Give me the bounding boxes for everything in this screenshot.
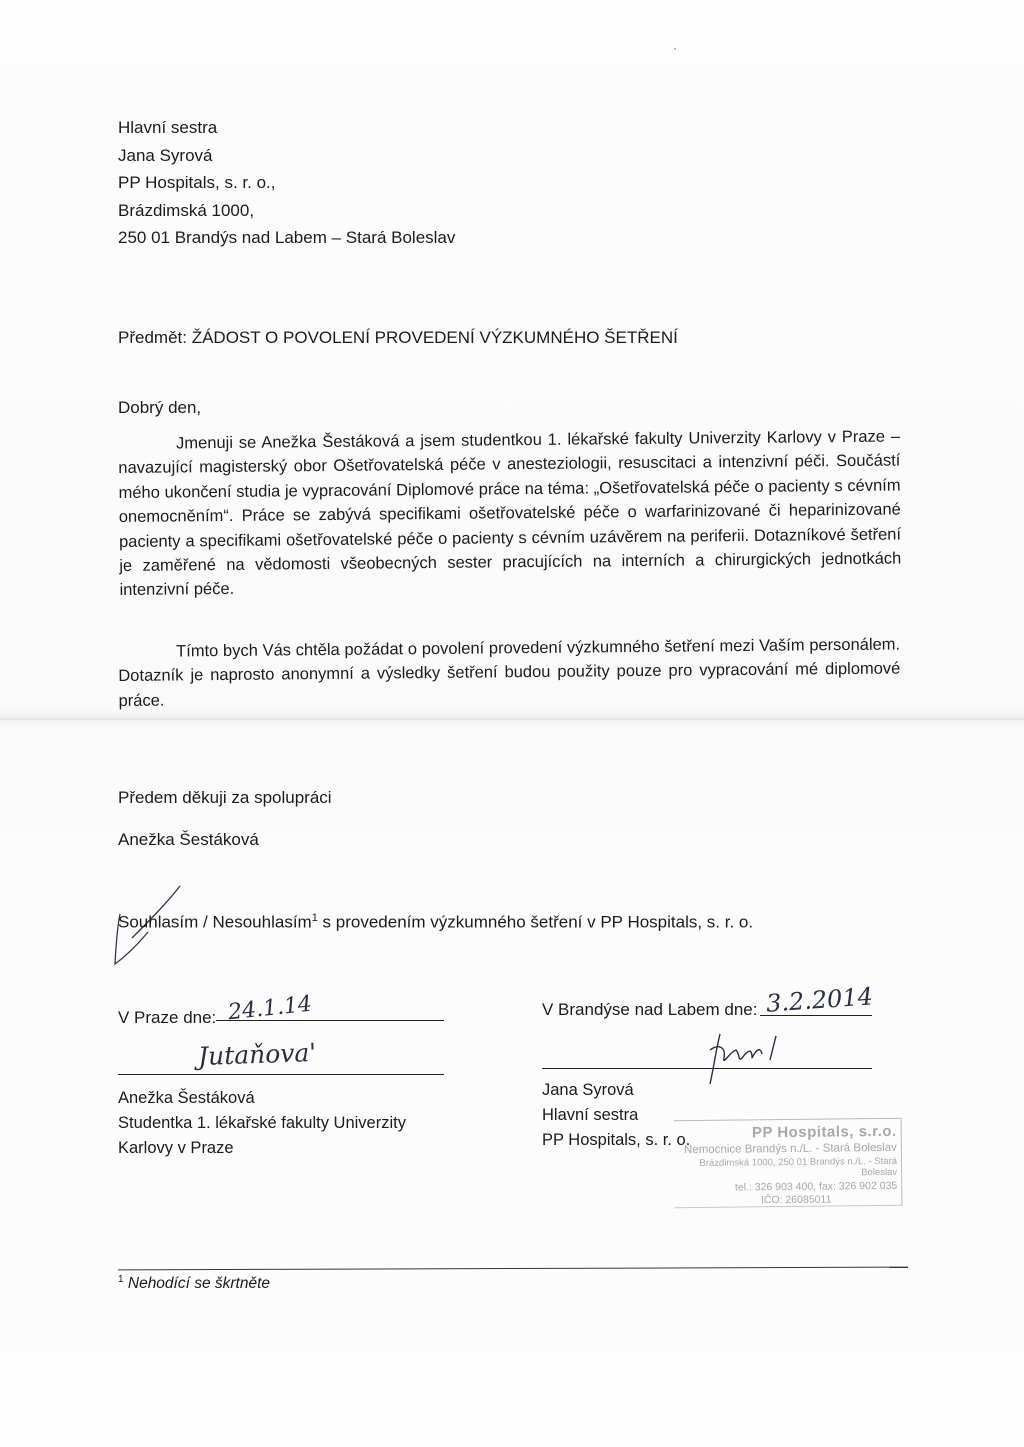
- right-date-label: V Brandýse nad Labem dne:: [542, 1000, 758, 1019]
- right-date-handwritten: 3.2.2014: [765, 982, 874, 1018]
- paper-fold: [0, 718, 1024, 720]
- left-signer-block: [118, 1086, 406, 1161]
- recipient-street: Brázdimská 1000,: [118, 200, 255, 220]
- left-date-handwritten: 24.1.14: [226, 991, 314, 1026]
- left-signer-title-1: Studentka 1. lékařské fakulty Univerzity: [118, 1114, 406, 1132]
- closing-thanks: Předem děkuji za spolupráci: [118, 788, 332, 807]
- closing-name: Anežka Šestáková: [118, 830, 259, 849]
- letter-subject: Předmět: ŽÁDOST O POVOLENÍ PROVEDENÍ VÝZKUMNÉHO ŠETŘENÍ: [118, 328, 678, 347]
- company-stamp: [674, 1118, 903, 1208]
- body-paragraph-1: Jmenuji se Anežka Šestáková a jsem studentkou 1. lékařské fakulty Univerzity Karlovy v Praze – navazující magisterský obor Ošetřovatelská péče v anesteziologii, resuscitaci a intenzivní péči. Součástí mého ukončení studia je vypracování Diplomové práce na téma: „Ošetřovatelská péče o pacienty s cévním onemocněním“. Práce se zabývá specifikami ošetřovatelské péče o warfarinizované či heparinizované pacienty a specifikami ošetřovatelské péče o pacienty s cévním uzávěrem na periferii. Dotazníkové šetření je zaměřené na vědomosti všeobecných sester pracujících na interních a chirurgických jednotkách intenzivní péče.: [118, 427, 902, 600]
- scan-speck: [674, 48, 676, 50]
- recipient-name: Jana Syrová: [118, 145, 213, 165]
- recipient-address: [118, 114, 455, 252]
- stamp-line-1: PP Hospitals, s.r.o.: [751, 1122, 897, 1142]
- right-signer-block: [542, 1078, 690, 1153]
- recipient-city: 250 01 Brandýs nad Labem – Stará Boleslav: [118, 228, 456, 247]
- stamp-line-4: tel.: 326 903 400, fax: 326 902 035: [734, 1179, 898, 1194]
- consent-text: s provedením výzkumného šetření v PP Hospitals, s. r. o.: [317, 912, 754, 932]
- footnote-text: Nehodící se škrtněte: [127, 1275, 271, 1293]
- consent-options: Souhlasím / Nesouhlasím: [118, 912, 312, 932]
- letter-greeting: Dobrý den,: [118, 398, 202, 417]
- left-signature: Jutaňova': [197, 1037, 317, 1072]
- left-signer-title-2: Karlovy v Praze: [118, 1139, 234, 1157]
- recipient-role: Hlavní sestra: [118, 118, 218, 137]
- right-signer-role: Hlavní sestra: [542, 1106, 639, 1124]
- consent-footnote-mark: 1: [311, 912, 318, 924]
- left-signature-line: [118, 1074, 444, 1075]
- footnote-mark: 1: [118, 1274, 124, 1285]
- consent-statement: [118, 912, 753, 933]
- recipient-company: PP Hospitals, s. r. o.,: [118, 173, 276, 192]
- body-paragraph-2: Tímto bych Vás chtěla požádat o povolení provedení výzkumného šetření mezi Vaším personálem. Dotazník je naprosto anonymní a výsledky šetření budou použity pouze pro vypracování mé diplomové práce.: [118, 635, 901, 710]
- right-signer-name: Jana Syrová: [542, 1081, 634, 1099]
- right-signature-mark: [700, 1028, 810, 1088]
- right-signer-company: PP Hospitals, s. r. o.: [542, 1131, 691, 1149]
- footnote-separator: [118, 1267, 908, 1271]
- stamp-line-3: Brázdimská 1000, 250 01 Brandýs n./L. - Stará Boleslav: [699, 1155, 898, 1179]
- left-signer-name: Anežka Šestáková: [118, 1089, 255, 1107]
- left-date-label: V Praze dne:: [118, 1008, 217, 1027]
- stamp-line-2: Nemocnice Brandýs n./L. - Stará Boleslav: [683, 1141, 897, 1157]
- footnote: [118, 1274, 270, 1293]
- stamp-line-5: IČO: 26085011: [760, 1193, 832, 1207]
